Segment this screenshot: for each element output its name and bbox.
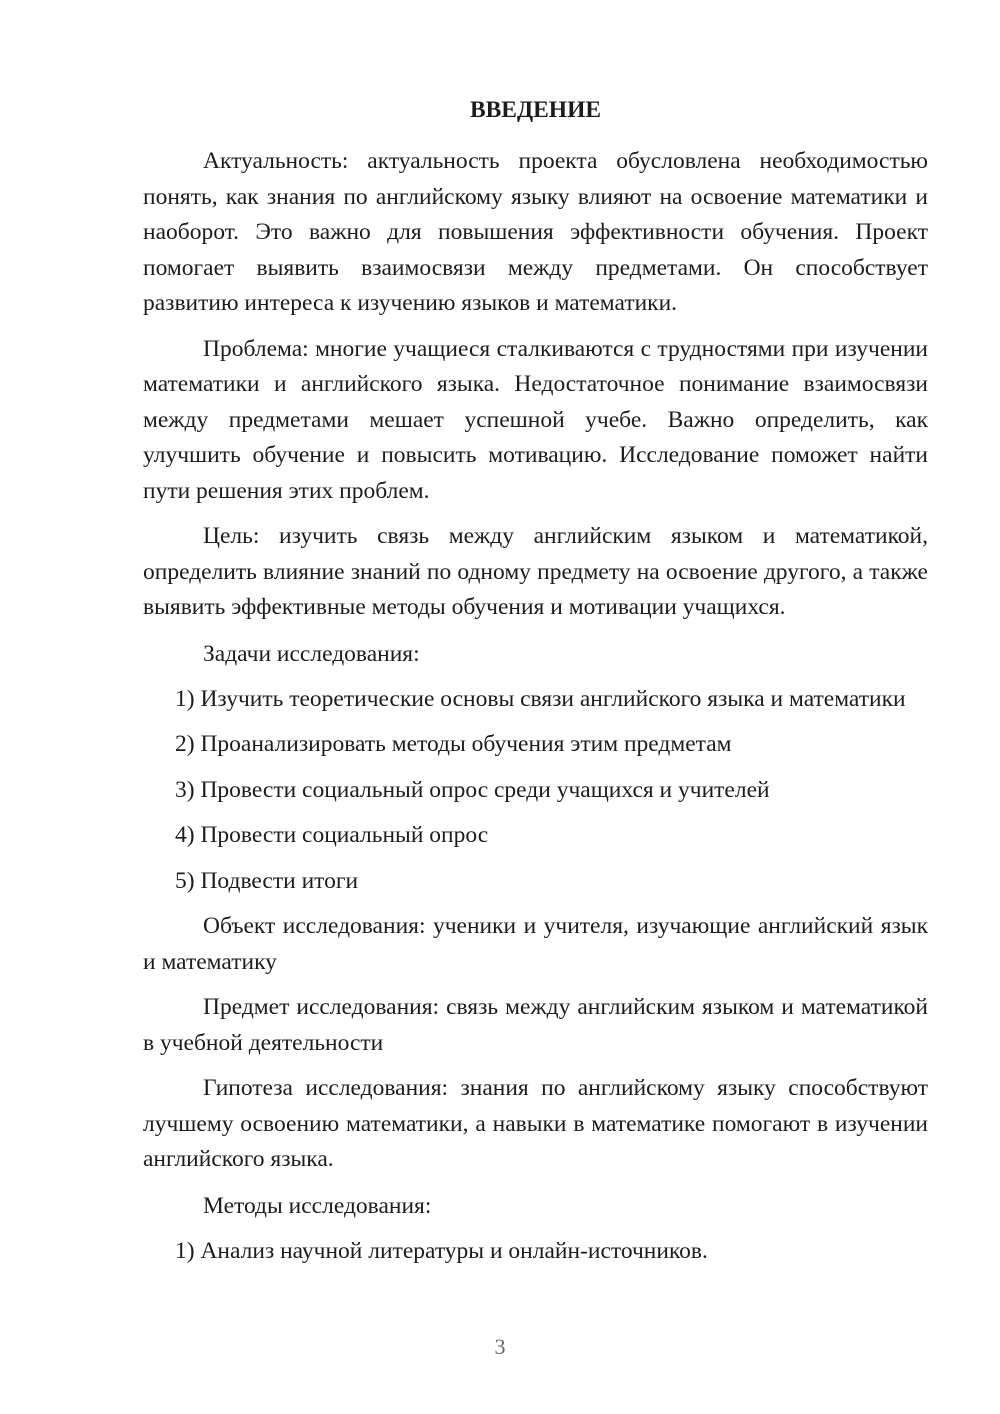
section-title: ВВЕДЕНИЕ [469, 97, 602, 123]
goal-paragraph: Цель: изучить связь между английским языком и математикой, определить влияние знаний по одному предмету на освоение другого, а также выявить эффективные методы обучения и мотивации учащихся. [143, 523, 928, 620]
task-item-1: 1) Изучить теоретические основы связи английского языка и математики [175, 685, 906, 712]
hypothesis-paragraph: Гипотеза исследования: знания по английскому языку способствуют лучшему освоению математики, а навыки в математике помогают в изучении английского языка. [143, 1075, 928, 1172]
method-item-1: 1) Анализ научной литературы и онлайн-источников. [175, 1237, 708, 1264]
page-content [143, 92, 928, 1279]
subject-paragraph: Предмет исследования: связь между английским языком и математикой в учебной деятельности [143, 994, 928, 1056]
problem-paragraph: Проблема: многие учащиеся сталкиваются с трудностями при изучении математики и английского языка. Недостаточное понимание взаимосвязи между предметами мешает успешной учебе. Важно определить, как улучшить обучение и повысить мотивацию. Исследование поможет найти пути решения этих проблем. [143, 335, 928, 504]
object-paragraph: Объект исследования: ученики и учителя, изучающие английский язык и математику [143, 913, 928, 975]
page-number: 3 [494, 1334, 506, 1359]
relevance-paragraph: Актуальность: актуальность проекта обусловлена необходимостью понять, как знания по английскому языку влияют на освоение математики и наоборот. Это важно для повышения эффективности обучения. Проект помогает выявить взаимосвязи между предметами. Он способствует развитию интереса к изучению языков и математики. [143, 148, 928, 316]
task-item-2: 2) Проанализировать методы обучения этим предметам [175, 731, 732, 757]
task-item-3: 3) Провести социальный опрос среди учащихся и учителей [175, 776, 770, 803]
methods-heading: Методы исследования: [203, 1192, 432, 1219]
tasks-heading: Задачи исследования: [203, 640, 420, 667]
task-item-4: 4) Провести социальный опрос [175, 822, 489, 848]
task-item-5: 5) Подвести итоги [175, 867, 359, 894]
